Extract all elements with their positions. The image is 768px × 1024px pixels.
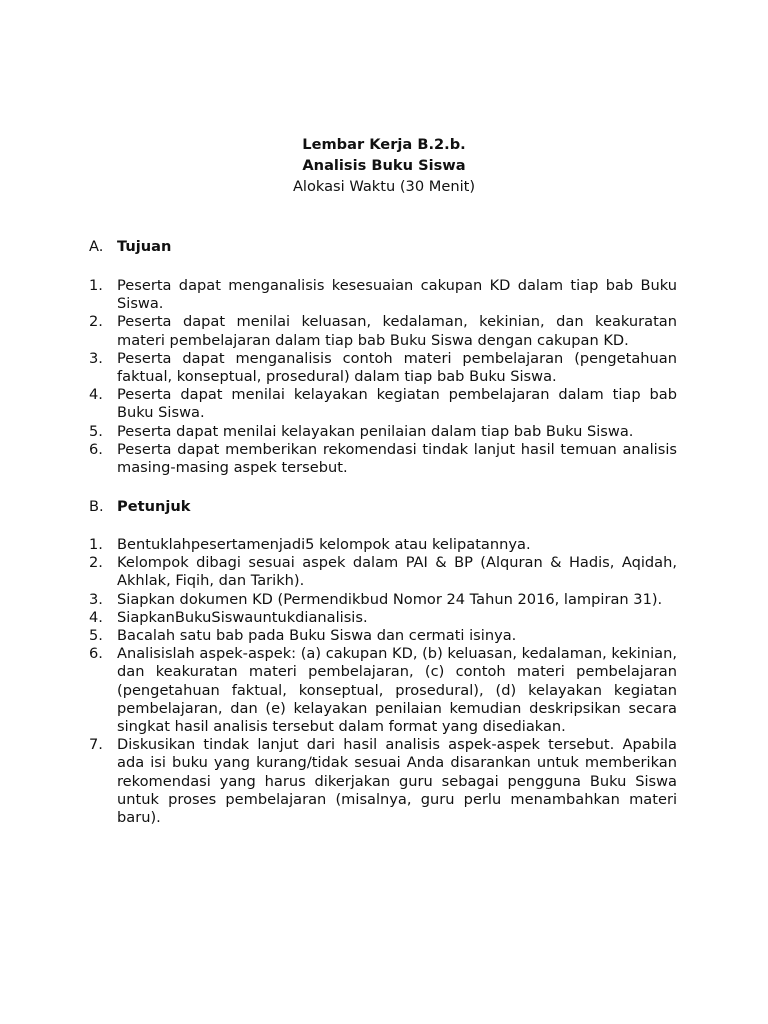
document-title: Lembar Kerja B.2.b. (302, 136, 466, 153)
list-item (89, 386, 677, 422)
list-item (89, 277, 677, 313)
list-item (89, 313, 677, 349)
list-number: 5. (89, 422, 103, 440)
list-number: 2. (89, 554, 103, 572)
list-item (89, 423, 677, 441)
list-text: Bacalah satu bab pada Buku Siswa dan cermati isinya. (117, 627, 517, 645)
list-number: 1. (89, 536, 103, 553)
list-text: Analisislah aspek-aspek: (a) cakupan KD, (b) keluasan, kedalaman, kekinian, dan keakuratan materi pembelajaran, (c) contoh materi pembelajaran (pengetahuan faktual, konseptual, prosedural), (d) kelayakan kegiatan pembelajaran, dan (e) kelayakan penilaian kemudian deskripsikan secara singkat hasil analisis tersebut dalam format yang disediakan. (117, 645, 677, 736)
list-number: 3. (89, 349, 103, 367)
petunjuk-list (89, 536, 677, 827)
list-item (89, 627, 677, 645)
list-item (89, 350, 677, 386)
list-text: Peserta dapat menganalisis kesesuaian cakupan KD dalam tiap bab Buku Siswa. (117, 277, 677, 313)
list-text: SiapkanBukuSiswauntukdianalisis. (117, 608, 368, 626)
list-text: Kelompok dibagi sesuai aspek dalam PAI & BP (Alquran & Hadis, Aqidah, Akhlak, Fiqih, dan Tarikh). (117, 554, 677, 590)
section-heading-petunjuk (89, 497, 190, 517)
list-text: Peserta dapat menilai kelayakan kegiatan pembelajaran dalam tiap bab Buku Siswa. (117, 386, 677, 422)
section-title: Petunjuk (117, 498, 191, 515)
list-text: Bentuklahpesertamenjadi5 kelompok atau kelipatannya. (117, 536, 531, 553)
section-title: Tujuan (117, 238, 172, 255)
list-text: Peserta dapat memberikan rekomendasi tindak lanjut hasil temuan analisis masing-masing aspek tersebut. (117, 440, 677, 477)
list-number: 1. (89, 277, 103, 294)
list-number: 6. (89, 645, 103, 663)
list-item (89, 736, 677, 827)
list-number: 4. (89, 386, 103, 404)
list-number: 5. (89, 627, 103, 645)
document-header (0, 134, 768, 197)
document-subtitle: Analisis Buku Siswa (302, 157, 466, 174)
list-number: 6. (89, 440, 103, 458)
list-text: Diskusikan tindak lanjut dari hasil analisis aspek-aspek tersebut. Apabila ada isi buku yang kurang/tidak sesuai Anda disarankan untuk memberikan rekomendasi yang harus dikerjakan guru sebagai pengguna Buku Siswa untuk proses pembelajaran (misalnya, guru perlu menambahkan materi baru). (117, 736, 677, 827)
section-heading-tujuan (89, 237, 171, 257)
list-number: 4. (89, 608, 103, 626)
list-item (89, 554, 677, 590)
list-item (89, 536, 677, 554)
list-number: 2. (89, 313, 103, 331)
list-number: 3. (89, 590, 103, 608)
list-text: Peserta dapat menganalisis contoh materi pembelajaran (pengetahuan faktual, konseptual, prosedural) dalam tiap bab Buku Siswa. (117, 349, 677, 386)
list-item (89, 591, 677, 609)
list-text: Peserta dapat menilai kelayakan penilaian dalam tiap bab Buku Siswa. (117, 422, 634, 440)
list-text: Siapkan dokumen KD (Permendikbud Nomor 24 Tahun 2016, lampiran 31). (117, 590, 663, 608)
list-text: Peserta dapat menilai keluasan, kedalaman, kekinian, dan keakuratan materi pembelajaran dalam tiap bab Buku Siswa dengan cakupan KD. (117, 313, 677, 349)
list-item (89, 645, 677, 736)
list-number: 7. (89, 736, 103, 754)
section-letter: B. (89, 498, 104, 515)
time-allocation: Alokasi Waktu (30 Menit) (292, 178, 476, 195)
list-item (89, 441, 677, 477)
tujuan-list (89, 277, 677, 477)
section-letter: A. (89, 238, 104, 255)
list-item (89, 609, 677, 627)
